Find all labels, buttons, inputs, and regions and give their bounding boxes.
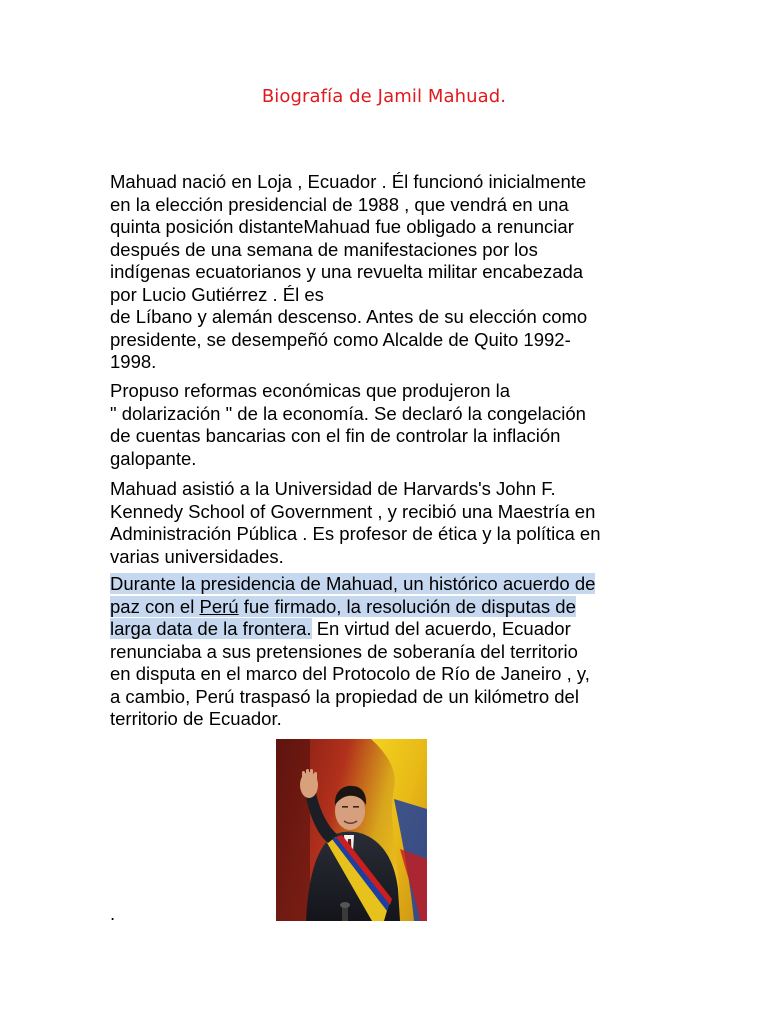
document-title: Biografía de Jamil Mahuad. — [261, 86, 507, 107]
text-line: territorio de Ecuador. — [110, 708, 282, 729]
text-segment: En virtud del acuerdo, Ecuador — [311, 618, 571, 639]
text-line: en la elección presidencial de 1988 , que vendrá en una — [110, 193, 569, 215]
paragraph-peace-agreement — [110, 573, 670, 731]
text-line: después de una semana de manifestaciones por los — [110, 238, 538, 260]
paragraph-education — [110, 478, 670, 568]
text-line: Mahuad nació en Loja , Ecuador . Él funcionó inicialmente — [110, 171, 587, 192]
text-line: presidente, se desempeñó como Alcalde de Quito 1992- — [110, 328, 571, 350]
text-line — [110, 573, 670, 596]
text-line: de cuentas bancarias con el fin de controlar la inflación — [110, 425, 561, 446]
highlighted-text[interactable]: larga data de la frontera. — [110, 618, 312, 639]
text-line: Administración Pública . Es profesor de ética y la política en — [110, 523, 601, 544]
text-line: renunciaba a sus pretensiones de soberanía del territorio — [110, 640, 578, 662]
text-line: " dolarización " de la economía. Se declaró la congelación — [110, 402, 586, 424]
text-line: por Lucio Gutiérrez . Él es — [110, 283, 324, 305]
text-line — [110, 618, 670, 641]
text-line: en disputa en el marco del Protocolo de Río de Janeiro , y, — [110, 663, 590, 684]
text-line: galopante. — [110, 447, 197, 469]
trailing-period: . — [110, 903, 116, 924]
text-line: varias universidades. — [110, 545, 284, 567]
text-line: Kennedy School of Government , y recibió una Maestría en — [110, 500, 596, 522]
text-line — [110, 596, 670, 619]
highlighted-text[interactable]: Durante la presidencia de Mahuad, un histórico acuerdo de — [110, 573, 596, 594]
text-line: de Líbano y alemán descenso. Antes de su elección como — [110, 306, 588, 327]
text-segment: fue firmado, la resolución de disputas de — [238, 595, 576, 617]
text-line: a cambio, Perú traspasó la propiedad de un kilómetro del — [110, 685, 579, 707]
text-line: Propuso reformas económicas que produjeron la — [110, 380, 511, 401]
paragraph-birth — [110, 171, 670, 374]
highlighted-text[interactable] — [110, 596, 576, 617]
paragraph-reforms — [110, 380, 670, 470]
mahuad-photo — [276, 739, 427, 921]
text-segment: paz con el — [110, 595, 200, 617]
text-line: indígenas ecuatorianos y una revuelta militar encabezada — [110, 261, 584, 282]
photo-illustration — [276, 739, 427, 921]
peru-link[interactable]: Perú — [199, 595, 239, 617]
text-line: Mahuad asistió a la Universidad de Harvards's John F. — [110, 478, 556, 499]
text-line: 1998. — [110, 351, 157, 372]
text-line: quinta posición distanteMahuad fue obligado a renunciar — [110, 216, 574, 237]
